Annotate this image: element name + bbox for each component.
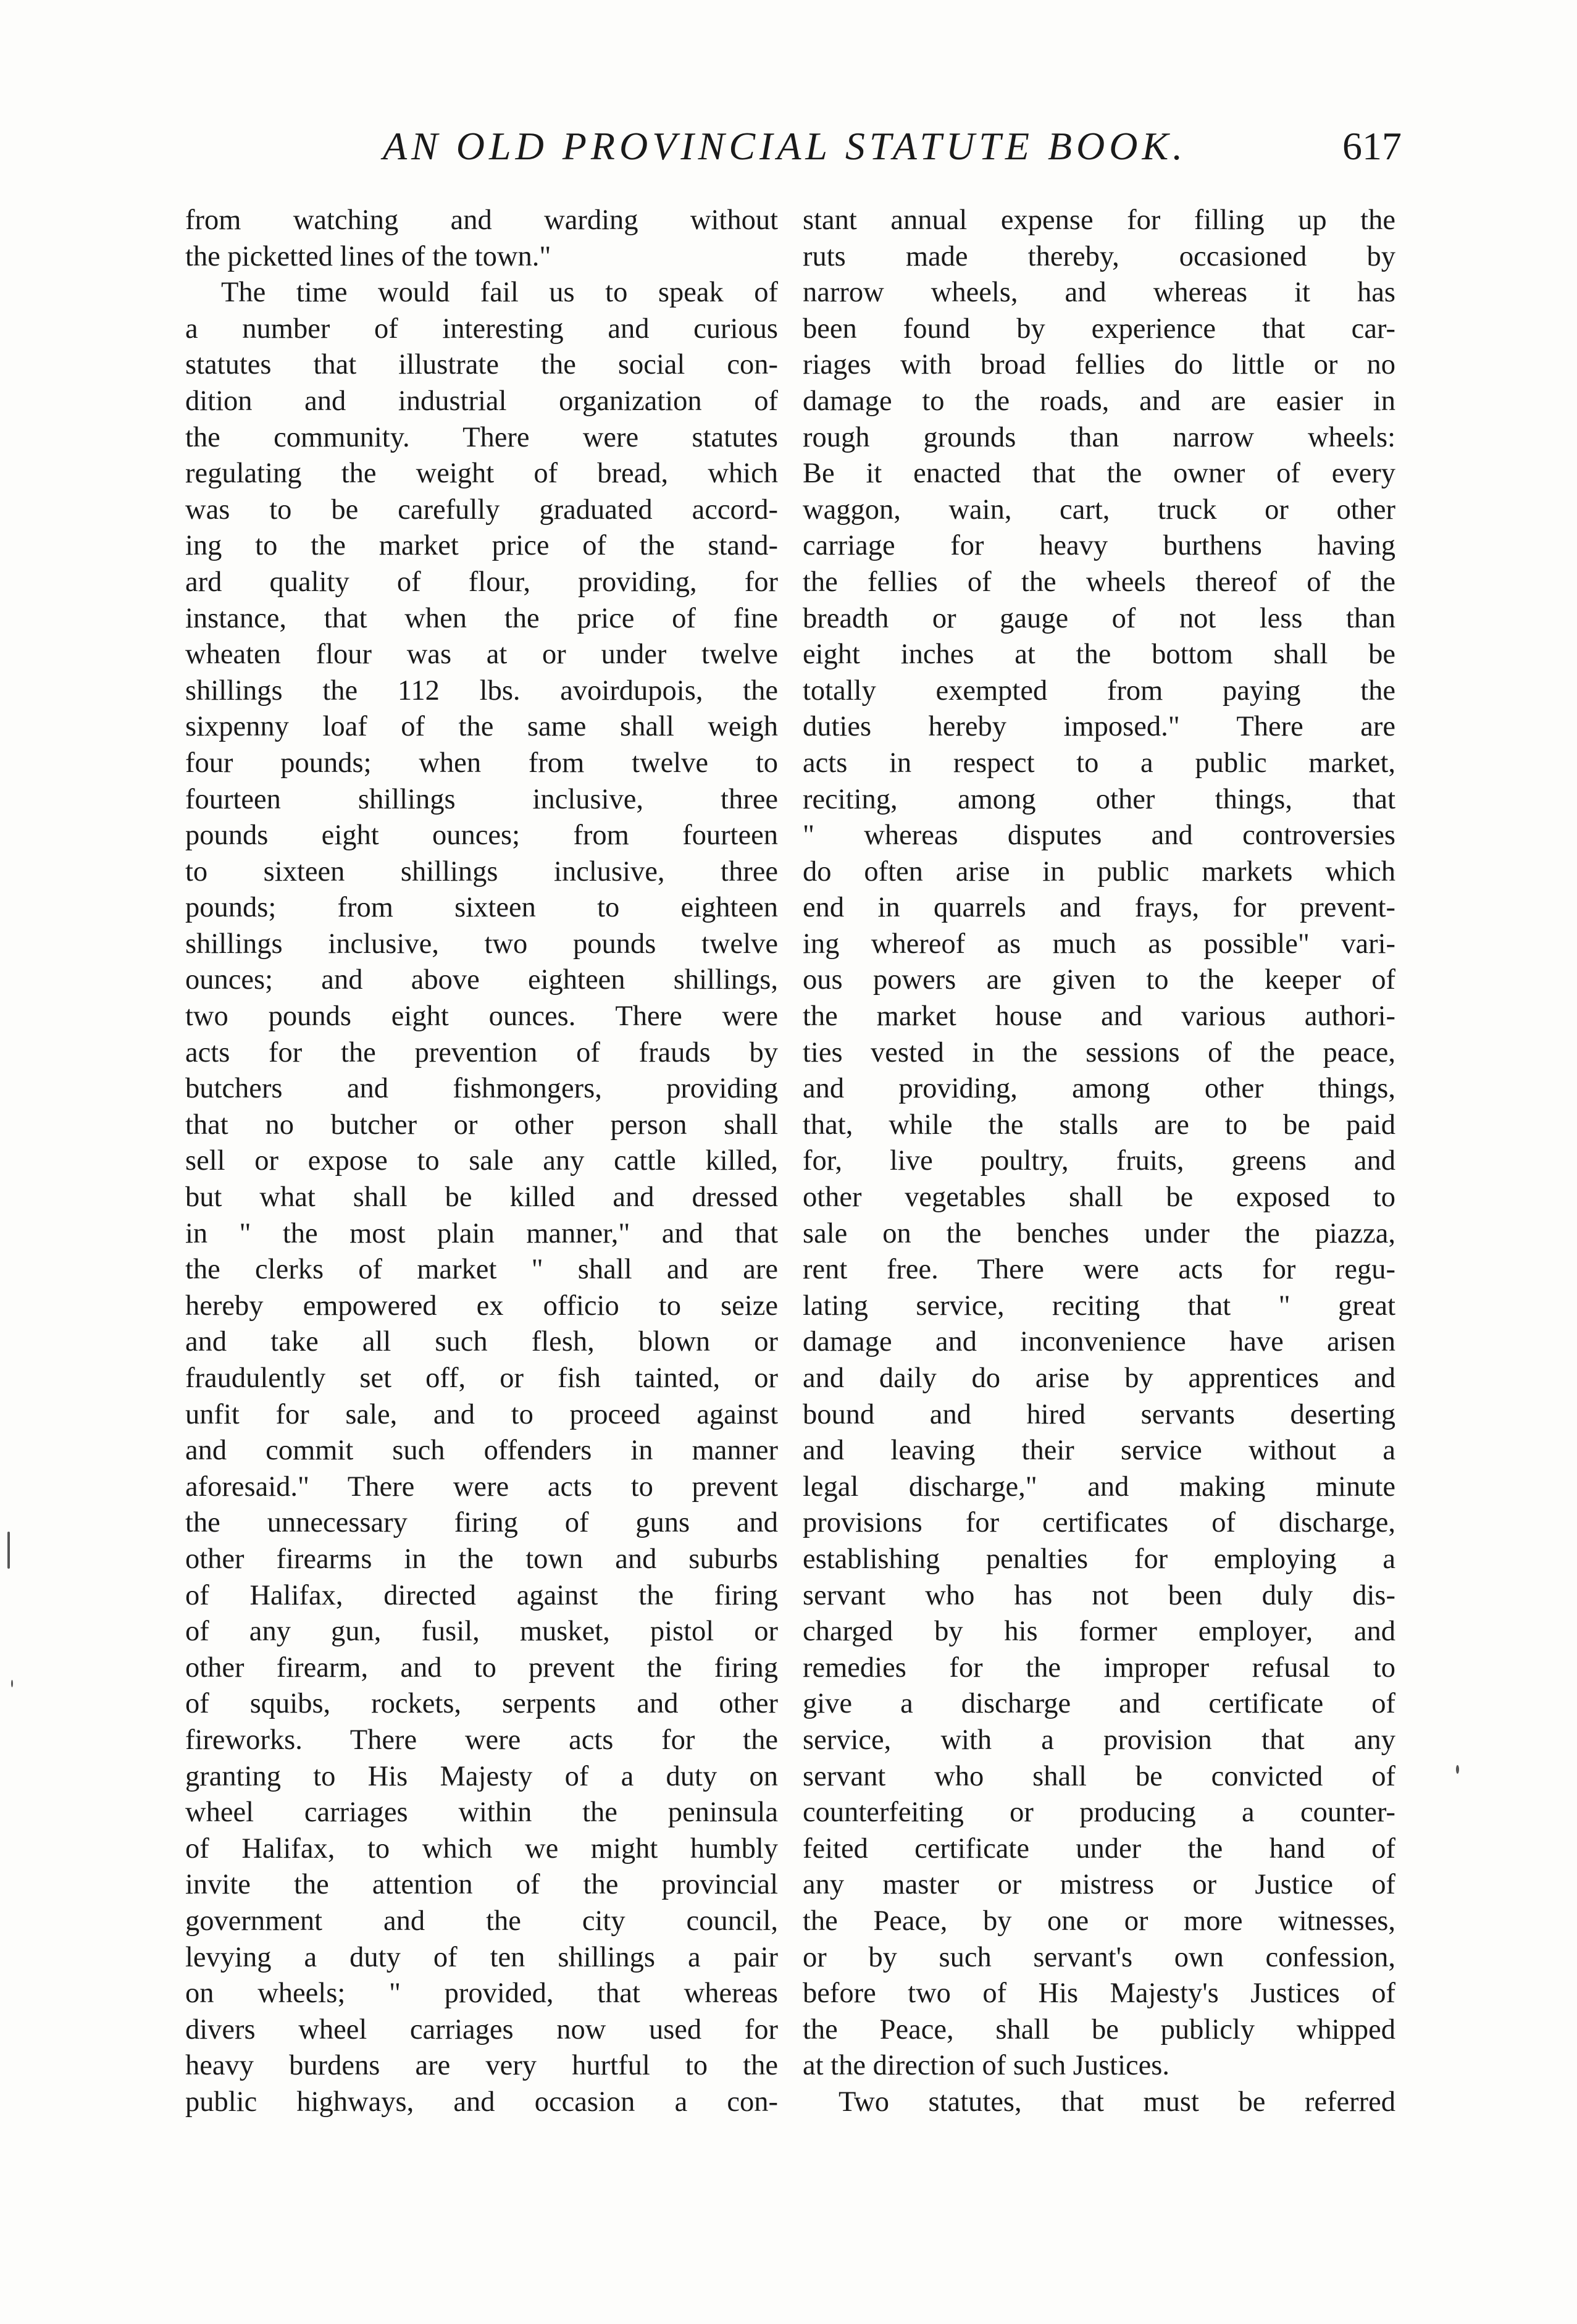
right-column-line: remedies for the improper refusal to <box>803 1651 1395 1684</box>
left-column-line: public highways, and occasion a con- <box>185 2086 778 2118</box>
right-text-column <box>803 203 1395 2120</box>
left-column-line: fraudulently set off, or fish tainted, or <box>185 1362 778 1394</box>
left-column-line: ounces; and above eighteen shillings, <box>185 964 778 996</box>
right-column-line: totally exempted from paying the <box>803 674 1395 707</box>
left-column-line: other firearm, and to prevent the firing <box>185 1651 778 1684</box>
right-column-line: eight inches at the bottom shall be <box>803 639 1395 671</box>
right-column-line: bound and hired servants deserting <box>803 1398 1395 1430</box>
right-column-line: provisions for certificates of discharge, <box>803 1507 1395 1539</box>
right-column-line: for, live poultry, fruits, greens and <box>803 1145 1395 1177</box>
right-column-line: Two statutes, that must be referred <box>839 2086 1395 2118</box>
right-column-line: riages with broad fellies do little or no <box>803 349 1395 381</box>
right-column-line: the Peace, by one or more witnesses, <box>803 1905 1395 1937</box>
right-column-line: other vegetables shall be exposed to <box>803 1181 1395 1214</box>
left-column-line: The time would fail us to speak of <box>221 277 778 309</box>
right-column-line: waggon, wain, cart, truck or other <box>803 493 1395 526</box>
left-column-line: granting to His Majesty of a duty on <box>185 1760 778 1792</box>
left-column-line: wheel carriages within the peninsula <box>185 1797 778 1829</box>
left-column-line: and commit such offenders in manner <box>185 1435 778 1467</box>
right-column-line: establishing penalties for employing a <box>803 1543 1395 1575</box>
left-column-line: acts for the prevention of frauds by <box>185 1036 778 1068</box>
left-column-line: four pounds; when from twelve to <box>185 747 778 779</box>
right-column-line: the market house and various authori- <box>803 1000 1395 1033</box>
right-column-line: " whereas disputes and controversies <box>803 820 1395 852</box>
right-column-line: the Peace, shall be publicly whipped <box>803 2013 1395 2045</box>
right-column-line: rough grounds than narrow wheels: <box>803 421 1395 453</box>
left-column-line: unfit for sale, and to proceed against <box>185 1398 778 1430</box>
left-column-line: pounds eight ounces; from fourteen <box>185 820 778 852</box>
running-title: AN OLD PROVINCIAL STATUTE BOOK. <box>383 124 1187 168</box>
right-column-line: service, with a provision that any <box>803 1724 1395 1756</box>
left-column-line: of Halifax, to which we might humbly <box>185 1832 778 1865</box>
right-column-line: counterfeiting or producing a counter- <box>803 1797 1395 1829</box>
right-column-line: rent free. There were acts for regu- <box>803 1254 1395 1286</box>
right-column-line: the fellies of the wheels thereof of the <box>803 566 1395 598</box>
right-column-line: been found by experience that car- <box>803 313 1395 345</box>
right-column-line: legal discharge," and making minute <box>803 1470 1395 1503</box>
scan-speck <box>11 1680 13 1687</box>
left-column-line: the community. There were statutes <box>185 421 778 453</box>
left-column-line: of Halifax, directed against the firing <box>185 1579 778 1611</box>
right-column-line: ruts made thereby, occasioned by <box>803 240 1395 272</box>
left-column-line: other firearms in the town and suburbs <box>185 1543 778 1575</box>
left-column-line: ing to the market price of the stand- <box>185 530 778 562</box>
right-column-line: and providing, among other things, <box>803 1073 1395 1105</box>
left-column-line: wheaten flour was at or under twelve <box>185 639 778 671</box>
left-column-line: that no butcher or other person shall <box>185 1109 778 1141</box>
left-column-line: pounds; from sixteen to eighteen <box>185 892 778 924</box>
left-column-line: hereby empowered ex officio to seize <box>185 1290 778 1322</box>
left-column-line: sixpenny loaf of the same shall weigh <box>185 711 778 743</box>
right-column-line: servant who has not been duly dis- <box>803 1579 1395 1611</box>
left-column-line: divers wheel carriages now used for <box>185 2013 778 2045</box>
left-column-line: and take all such flesh, blown or <box>185 1326 778 1358</box>
left-column-line: invite the attention of the provincial <box>185 1869 778 1901</box>
left-column-line: to sixteen shillings inclusive, three <box>185 855 778 887</box>
left-column-line: sell or expose to sale any cattle killed, <box>185 1145 778 1177</box>
left-column-line: shillings the 112 lbs. avoirdupois, the <box>185 674 778 707</box>
left-column-line: but what shall be killed and dressed <box>185 1181 778 1214</box>
left-column-line: ard quality of flour, providing, for <box>185 566 778 598</box>
right-column-line: sale on the benches under the piazza, <box>803 1217 1395 1249</box>
right-column-line: damage to the roads, and are easier in <box>803 385 1395 417</box>
left-column-line: dition and industrial organization of <box>185 385 778 417</box>
right-column-line: give a discharge and certificate of <box>803 1688 1395 1720</box>
left-text-column <box>185 203 778 2120</box>
left-column-line: the picketted lines of the town." <box>185 240 551 272</box>
left-column-line: heavy burdens are very hurtful to the <box>185 2050 778 2082</box>
right-column-line: any master or mistress or Justice of <box>803 1869 1395 1901</box>
right-column-line: and daily do arise by apprentices and <box>803 1362 1395 1394</box>
right-column-line: and leaving their service without a <box>803 1435 1395 1467</box>
right-column-line: at the direction of such Justices. <box>803 2050 1170 2082</box>
scan-speck <box>1456 1765 1459 1774</box>
right-column-line: duties hereby imposed." There are <box>803 711 1395 743</box>
left-column-line: two pounds eight ounces. There were <box>185 1000 778 1033</box>
right-column-line: charged by his former employer, and <box>803 1616 1395 1648</box>
right-column-line: reciting, among other things, that <box>803 783 1395 815</box>
right-column-line: ous powers are given to the keeper of <box>803 964 1395 996</box>
left-column-line: fourteen shillings inclusive, three <box>185 783 778 815</box>
right-column-line: damage and inconvenience have arisen <box>803 1326 1395 1358</box>
right-column-line: stant annual expense for filling up the <box>803 204 1395 236</box>
left-column-line: government and the city council, <box>185 1905 778 1937</box>
left-column-line: aforesaid." There were acts to prevent <box>185 1470 778 1503</box>
right-column-line: feited certificate under the hand of <box>803 1832 1395 1865</box>
left-column-line: of squibs, rockets, serpents and other <box>185 1688 778 1720</box>
left-column-line: instance, that when the price of fine <box>185 602 778 634</box>
right-column-line: or by such servant's own confession, <box>803 1941 1395 1973</box>
left-column-line: the unnecessary firing of guns and <box>185 1507 778 1539</box>
right-column-line: servant who shall be convicted of <box>803 1760 1395 1792</box>
right-column-line: ing whereof as much as possible" vari- <box>803 928 1395 960</box>
page-number: 617 <box>1342 124 1402 168</box>
scan-speck <box>7 1532 10 1569</box>
right-column-line: that, while the stalls are to be paid <box>803 1109 1395 1141</box>
left-column-line: statutes that illustrate the social con- <box>185 349 778 381</box>
left-column-line: on wheels; " provided, that whereas <box>185 1978 778 2010</box>
left-column-line: butchers and fishmongers, providing <box>185 1073 778 1105</box>
left-column-line: the clerks of market " shall and are <box>185 1254 778 1286</box>
left-column-line: was to be carefully graduated accord- <box>185 493 778 526</box>
right-column-line: breadth or gauge of not less than <box>803 602 1395 634</box>
left-column-line: fireworks. There were acts for the <box>185 1724 778 1756</box>
right-column-line: acts in respect to a public market, <box>803 747 1395 779</box>
left-column-line: in " the most plain manner," and that <box>185 1217 778 1249</box>
right-column-line: ties vested in the sessions of the peace, <box>803 1036 1395 1068</box>
right-column-line: narrow wheels, and whereas it has <box>803 277 1395 309</box>
left-column-line: of any gun, fusil, musket, pistol or <box>185 1616 778 1648</box>
right-column-line: end in quarrels and frays, for prevent- <box>803 892 1395 924</box>
right-column-line: before two of His Majesty's Justices of <box>803 1978 1395 2010</box>
right-column-line: Be it enacted that the owner of every <box>803 458 1395 490</box>
left-column-line: levying a duty of ten shillings a pair <box>185 1941 778 1973</box>
right-column-line: carriage for heavy burthens having <box>803 530 1395 562</box>
right-column-line: do often arise in public markets which <box>803 855 1395 887</box>
left-column-line: a number of interesting and curious <box>185 313 778 345</box>
left-column-line: from watching and warding without <box>185 204 778 236</box>
left-column-line: shillings inclusive, two pounds twelve <box>185 928 778 960</box>
right-column-line: lating service, reciting that " great <box>803 1290 1395 1322</box>
left-column-line: regulating the weight of bread, which <box>185 458 778 490</box>
